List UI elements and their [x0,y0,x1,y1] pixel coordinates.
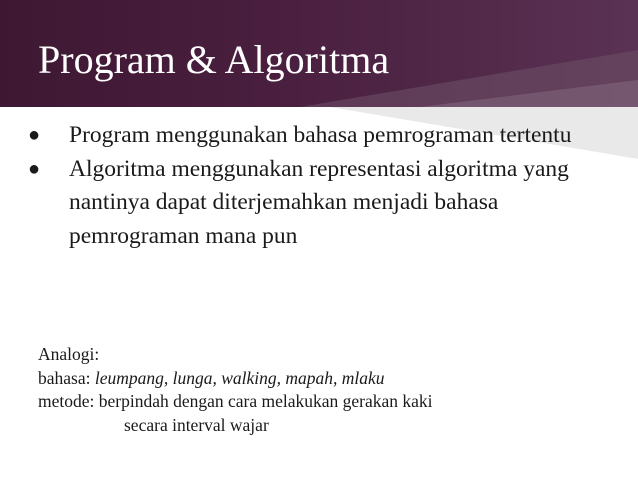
bullet-dot-icon: ● [28,124,41,146]
title-banner [0,0,638,107]
metode-label: metode: [38,391,95,411]
analogy-metode-continuation: secara interval wajar [124,414,269,435]
bullet-text: Algoritma menggunakan representasi algoritma yang nantinya dapat diterjemahkan menjadi bahasa pemrograman mana pun [69,155,569,249]
bahasa-value: leumpang, lunga, walking, mapah, mlaku [94,367,385,388]
metode-value: berpindah dengan cara melakukan gerakan kaki [98,391,433,411]
slide-title: Program & Algoritma [38,37,390,82]
analogy-metode-line [38,390,634,414]
analogy-heading: Analogi: [38,344,100,364]
bullet-dot-icon: ● [28,157,41,180]
analogy-section [38,343,634,437]
bullet-item [28,119,628,153]
bullet-list [28,119,628,253]
bullet-text: Program menggunakan bahasa pemrograman tertentu [69,122,572,148]
bahasa-label: bahasa: [38,367,91,388]
bullet-item [28,153,628,254]
analogy-bahasa-line [38,367,634,391]
